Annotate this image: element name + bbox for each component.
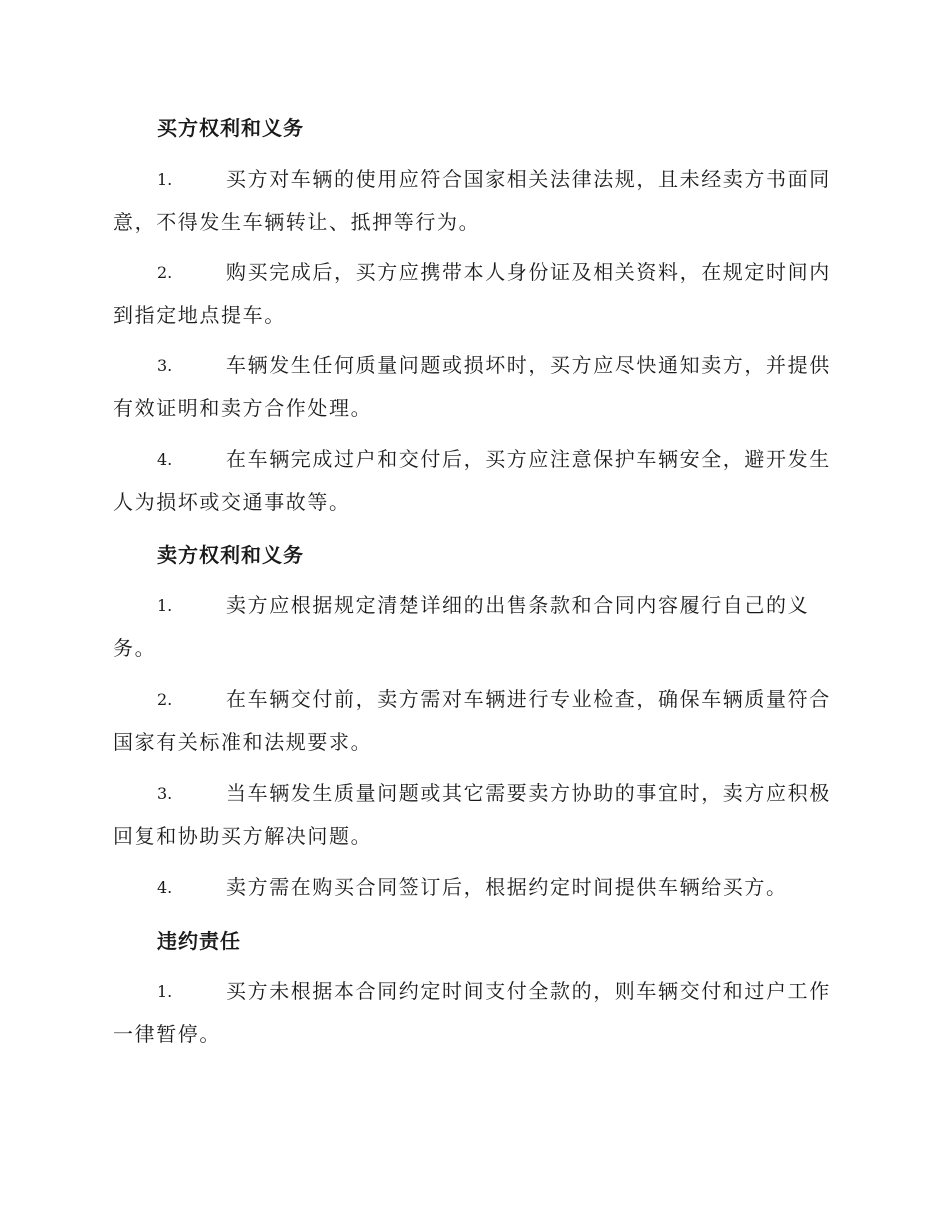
breach-item-1 <box>113 970 833 1056</box>
item-number: 2. <box>157 690 173 709</box>
item-text-line1: 卖方应根据规定清楚详细的出售条款和合同内容履行自己的义 <box>226 593 810 617</box>
section-heading-seller: 卖方权利和义务 <box>157 543 304 567</box>
seller-item-1 <box>113 584 833 670</box>
item-text-line1: 在车辆完成过户和交付后，买方应注意保护车辆安全，避开发生 <box>226 447 831 471</box>
seller-item-2 <box>113 678 833 764</box>
item-number: 1. <box>157 596 173 615</box>
item-text-line2: 一律暂停。 <box>113 1022 221 1046</box>
item-number: 2. <box>157 263 173 282</box>
buyer-item-2 <box>113 251 833 337</box>
item-text-line2: 务。 <box>113 636 157 660</box>
item-text-line1: 车辆发生任何质量问题或损坏时，买方应尽快通知卖方，并提供 <box>226 353 831 377</box>
item-text-line2: 意，不得发生车辆转让、抵押等行为。 <box>113 210 481 234</box>
item-number: 3. <box>157 356 173 375</box>
item-text-line1: 卖方需在购买合同签订后，根据约定时间提供车辆给买方。 <box>226 875 788 899</box>
item-text-line1: 在车辆交付前，卖方需对车辆进行专业检查，确保车辆质量符合 <box>226 687 831 711</box>
item-text-line2: 到指定地点提车。 <box>113 303 286 327</box>
item-number: 3. <box>157 784 173 803</box>
item-text-line1: 买方未根据本合同约定时间支付全款的，则车辆交付和过户工作 <box>226 979 831 1003</box>
item-text-line1: 买方对车辆的使用应符合国家相关法律法规，且未经卖方书面同 <box>226 167 831 191</box>
buyer-item-1 <box>113 158 833 244</box>
item-text-line1: 购买完成后，买方应携带本人身份证及相关资料，在规定时间内 <box>226 260 831 284</box>
seller-item-4 <box>113 866 833 909</box>
item-text-line2: 有效证明和卖方合作处理。 <box>113 396 373 420</box>
buyer-item-3 <box>113 344 833 430</box>
seller-item-3 <box>113 772 833 858</box>
item-text-line2: 国家有关标准和法规要求。 <box>113 730 373 754</box>
buyer-item-4 <box>113 438 833 524</box>
section-heading-buyer: 买方权利和义务 <box>157 116 304 140</box>
item-number: 1. <box>157 170 173 189</box>
item-number: 4. <box>157 878 173 897</box>
item-number: 4. <box>157 450 173 469</box>
item-number: 1. <box>157 982 173 1001</box>
item-text-line2: 回复和协助买方解决问题。 <box>113 824 373 848</box>
section-heading-breach: 违约责任 <box>157 929 241 953</box>
item-text-line2: 人为损坏或交通事故等。 <box>113 490 351 514</box>
item-text-line1: 当车辆发生质量问题或其它需要卖方协助的事宜时，卖方应积极 <box>226 781 831 805</box>
